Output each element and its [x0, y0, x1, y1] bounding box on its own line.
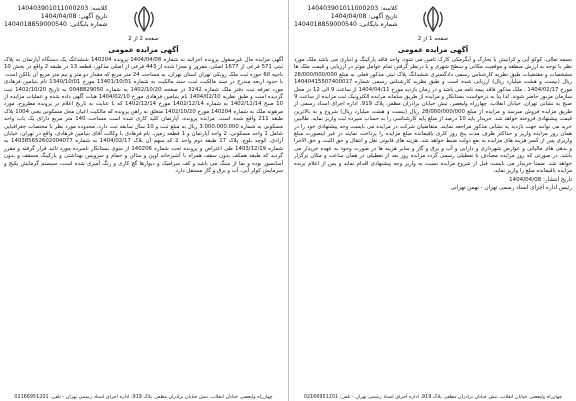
notice-title: آگهی مزایده عمومی	[397, 46, 469, 54]
right-header	[294, 3, 572, 45]
notice-title: آگهی مزایده عمومی	[108, 46, 179, 54]
iran-emblem-icon	[129, 4, 159, 34]
right-meta	[294, 5, 397, 29]
column-divider	[288, 0, 289, 401]
iran-emblem-icon	[418, 4, 448, 34]
classification-number: کلاسه: 140403901011000203	[17, 5, 108, 12]
left-header	[4, 3, 283, 45]
left-meta	[4, 5, 107, 29]
page-footer: چهارراه ولیعصر، خیابان انقلاب، نبش خیابان برادران مظفر، پلاک 919، اداره اجرای اسناد رسمی تهران - تلفن: 02166951201	[14, 394, 273, 400]
archive-number: شماره بایگانی: 1404018859000540	[294, 21, 398, 28]
left-column	[0, 0, 287, 401]
right-column	[290, 0, 576, 401]
page-number: صفحه 2 از 2	[128, 36, 159, 42]
publication-date: تاریخ انتشار: 1404/04/08	[508, 176, 572, 183]
signatory: رئیس اداره اجرای اسناد رسمی تهران - بهمن تهرانی	[450, 184, 572, 191]
notice-body: بسمه تعالی، کوکو آبی و کرانیش با بخارک و آیگرمکی کارک تامین می شود، واحد فاقد پارکینگ و انباری می باشد ملک مورد نظر با توجه به ارزش منطقه و موقعیت مکانی و سطح شهری و با درنظر گرفتن تمام عوامل موثر در ارزیابی و قیمت ملک ها مشخصات و مقتضیات طبق نظریه کارشناس رسمی دادگستری ششدانگ پلاک ثبتی مذکور فعلی به مبلغ 28/000/000/000 ریال (بیست و هشت میلیارد ریال) ارزیابی شده است و طبق نظریه کارشناس رسمی شماره 14040415507400017 مورخ 1404/02/17 ، ملک مذکور فاقد بیمه نامه می باشد و در زمان بازدید مورخ 1404/04/11 از ساعت 9 الی 12 در محل سازمان مزبور حاضر شوند. لذا بنا به درخواست بستانکار و مزایده از طریق سامانه مزایده الکترونیک ثبت مزایده از ساعت 9 صبح به نشانی تهران، خیابان انقلاب، چهارراه ولیعصر، نبش خیابان برادران مظفر، پلاک 919، اداره اجرای اسناد رسمی از طریق مزایده فروش میرسد و مزایده از مبلغ 28/000/000/000 ریال (بیست و هشت میلیارد ریال) شروع و به بالاترین قیمت پیشنهادی فروخته خواهد شد. خریدار باید 10 درصد از مبلغ پایه کارشناسی را به حساب سپرده ثبت واریز نماید. طالبین خرید می توانند جهت بازدید به نشانی مذکور مراجعه نمایند. متقاضیان شرکت در مزایده می بایست وجه پیشنهادی خود را در همان روز مزایده واریز و حداکثر ظرف مدت پنج روز کاری باقیمانده مبلغ مزایده را پرداخت نمایند در غیر اینصورت مبلغ واریزی پس از کسر هزینه های مزایده به نفع دولت ضبط خواهد شد. هزینه های قانونی نقل و انتقال و حق الثبت و حق الاجرا و بدهی های مالیاتی و عوارض شهرداری و دارایی و آب و برق و گاز و سایر هزینه ها در صورت وجود به عهده خریدار می باشد. در صورتی که روز مزایده مصادف با تعطیلی رسمی گردد مزایده روز بعد از تعطیلی در همان ساعت و مکان برگزار خواهد شد. ضمنا خریدار می بایست قبل از شروع مزایده نسبت به واریز وجه پیشنهادی اقدام نماید و پس از اعلام برنده مزایده باقیمانده مبلغ را واریز نماید.	[294, 57, 573, 175]
page-footer: چهارراه ولیعصر، خیابان انقلاب، نبش خیابان برادران مظفر، پلاک 919، اداره اجرای اسناد رسمی تهران - تلفن: 02166951201	[303, 394, 563, 400]
notice-date: تاریخ آگهی: 1404/04/08	[330, 13, 398, 20]
classification-number: کلاسه: 140403901011000203	[307, 5, 398, 12]
page-number: صفحه 1 از 2	[417, 36, 449, 42]
notice-body: آگهی مزایده مال غیرمنقول پرونده اجرائیه به شماره 1404/04/08 پرونده 140204 ششدانگ یک دستگاه آپارتمان به پلاک ثبتی 571 فرعی از 1677 اصلی، مفروز و مجزا شده از 443 فرعی از اصلی مذکور، قطعه 13 در طبقه 2 واقع در بخش 10 ناحیه 60 حوزه ثبت ملک روبکی تهران استان تهران، به مساحت 24 متر مربع که مقدار دو متر و نیم متر مربع آن بالکن است. با حدود اربعه مندرج در سند مالکیت ثبت، سند مالکیت به شماره 13401/10/01 مورخ 1340/10/01 نام بنیامین فرهادی مورد تعرفه ثبت دفتر ملک شماره 3242 در صفحه 1402/10/20 به شماره 0048829050 به تاریخ 1402/10/20 ثبت گردیده است و طبق نظریه 1404/02/10 نام بنیامین فرهادی مورخ 1404/02/10 هیات آگهی داده شده و عملیات مزایده از 10 صبح 1402/12/14 به شماره 1402/12/14 مورخ 1402/12/14 که با عنایت به تاریخ اعلام در پرونده مطروح، مورد مرهونه ملک به شماره 140204 مورخ 1402/10/20 متعلق به راهن پرونده که مالکیت اعیان محل مسکونی یعنی 1004 پلاک طبقه 211 واقع شده است. مزایده پرونده، آپارتمان کلید کاری شده است مساحت 140 متر مربع دارای یک باب واحد مسکونی به شماره 3.000.000.000 ریال به مبلغ ثبت و 10 سال سابقه ثبت دارد، محدوده مورد نظر با مختصات جغرافیایی شامل 1 واحد مسکونی، 2 واحد آپارتمان و 1 قطعه زمین، نام فرهادی با وکالت آقای بنیامین فرهادی، واقع در تهران، خیابان آزادی، کوچه بلوچ، پلاک 17 طبقه دوم واحد 2 که سهم آن بلاک 1404/02/17 به شماره 140385652602004077 به شماره 1403/12/19 طی اعتراض و پرونده تحت شماره 140206 از سوی بستانکار نامبرده مورد تائید قرار گرفته و مقرر گردید که طبقه همکف بدون سقف همراه با آشپزخانه اوپن و سالن و حمام و سرویس بهداشتی و پارکینگ مسقف و بدون آسانسور بوده و نما از سنگ می باشد و کف سرامیک و دیوارها گچ کاری و رنگ آمیزی شده است، سیستم گرمایش پکیج و سرمایش کولر آبی، آب و برق و گاز مستقل دارد.	[4, 57, 284, 175]
archive-number: شماره بایگانی: 1404018859000540	[4, 21, 108, 28]
notice-date: تاریخ آگهی: 1404/04/08	[40, 13, 108, 20]
